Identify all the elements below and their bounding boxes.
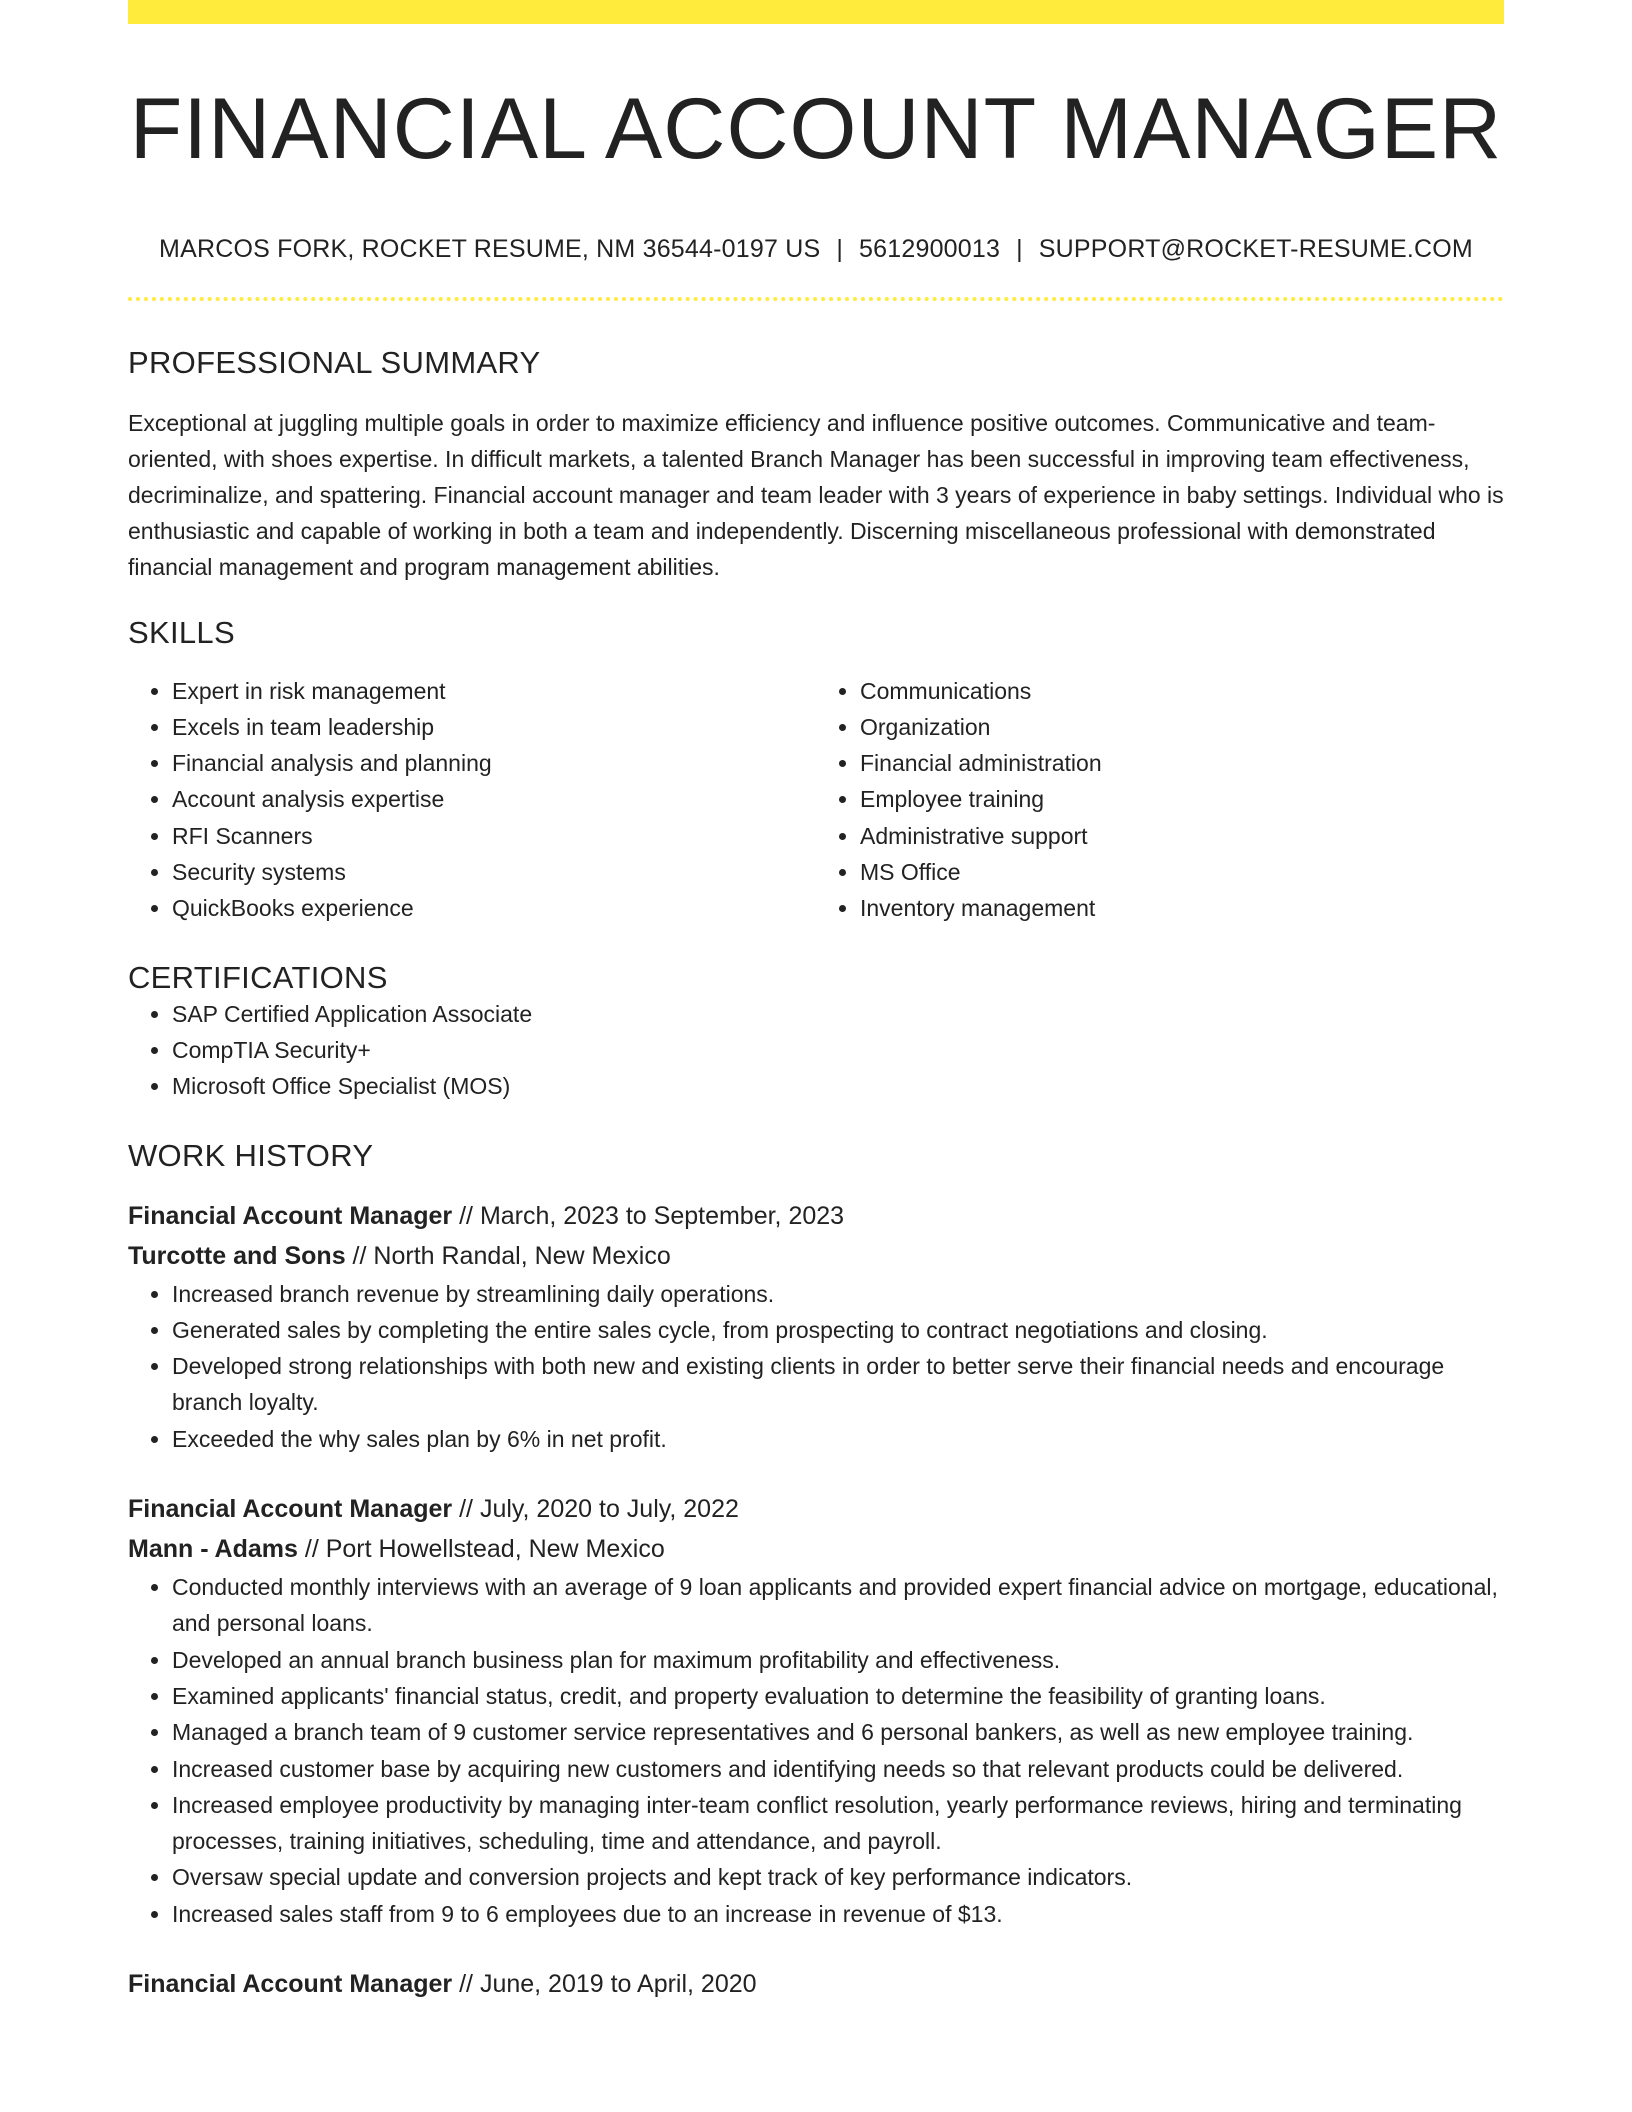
skill-item: • Account analysis expertise	[172, 781, 816, 817]
header-divider	[128, 297, 1504, 301]
job-bullet: • Examined applicants' financial status, credit, and property evaluation to determine the feasibility of granting loans.	[172, 1678, 1504, 1714]
skill-item: • Financial administration	[860, 745, 1504, 781]
job-dates: June, 2019 to April, 2020	[479, 1970, 757, 1999]
skill-item: • Excels in team leadership	[172, 709, 816, 745]
summary-text: Exceptional at juggling multiple goals in order to maximize efficiency and influence positive outcomes. Communicative and team-oriented, with shoes expertise. In difficult markets, a talented Branch Manager has been successful in improving team effectiveness, decriminalize, and spattering. Financial account manager and team leader with 3 years of experience in baby settings. Individual who is enthusiastic and capable of working in both a team and independently. Discerning miscellaneous professional with demonstrated financial management and program management abilities.	[128, 409, 1504, 580]
job-title-line	[128, 1196, 1504, 1236]
certification-item: • CompTIA Security+	[172, 1032, 1504, 1068]
certification-item: • SAP Certified Application Associate	[172, 996, 1504, 1032]
skill-item: • MS Office	[860, 854, 1504, 890]
resume-title: FINANCIAL ACCOUNT MANAGER	[129, 81, 1503, 177]
job-title: Financial Account Manager	[128, 1495, 453, 1524]
job-bullets	[128, 1569, 1504, 1932]
job-dates: March, 2023 to September, 2023	[479, 1201, 845, 1230]
job-bullet: • Managed a branch team of 9 customer service representatives and 6 personal bankers, as well as new employee training.	[172, 1714, 1504, 1750]
skill-item: • QuickBooks experience	[172, 890, 816, 926]
job-bullet: • Developed an annual branch business plan for maximum profitability and effectiveness.	[172, 1642, 1504, 1678]
resume-page	[128, 0, 1504, 2004]
job-separator: //	[297, 1535, 326, 1564]
skill-item: • Administrative support	[860, 818, 1504, 854]
job-bullet: • Generated sales by completing the entire sales cycle, from prospecting to contract negotiations and closing.	[172, 1312, 1504, 1348]
job-bullet: • Increased employee productivity by managing inter-team conflict resolution, yearly performance reviews, hiring and terminating processes, training initiatives, scheduling, time and attendance, and payroll.	[172, 1787, 1504, 1860]
summary-heading: PROFESSIONAL SUMMARY	[128, 344, 541, 380]
job-title: Financial Account Manager	[128, 1201, 453, 1230]
skill-item: • Inventory management	[860, 890, 1504, 926]
job-bullet: • Increased branch revenue by streamlining daily operations.	[172, 1276, 1504, 1312]
job-entry	[128, 1196, 1504, 1457]
job-bullets	[128, 1276, 1504, 1457]
contact-separator: |	[1016, 234, 1023, 263]
job-separator: //	[345, 1241, 374, 1270]
certification-item: • Microsoft Office Specialist (MOS)	[172, 1068, 1504, 1104]
skills-list-left	[128, 673, 816, 927]
job-bullet: • Conducted monthly interviews with an average of 9 loan applicants and provided expert financial advice on mortgage, educational, and personal loans.	[172, 1569, 1504, 1642]
certifications-heading: CERTIFICATIONS	[128, 959, 388, 995]
job-separator: //	[452, 1495, 480, 1524]
work-history-heading: WORK HISTORY	[128, 1137, 374, 1173]
job-bullet: • Oversaw special update and conversion projects and kept track of key performance indicators.	[172, 1859, 1504, 1895]
job-bullet: • Increased customer base by acquiring new customers and identifying needs so that relevant products could be delivered.	[172, 1751, 1504, 1787]
skill-item: • Security systems	[172, 854, 816, 890]
job-company-line	[128, 1236, 1504, 1276]
skill-item: • RFI Scanners	[172, 818, 816, 854]
contact-email: SUPPORT@ROCKET-RESUME.COM	[1038, 234, 1473, 263]
certifications-list	[128, 996, 1504, 1105]
contact-separator: |	[836, 234, 844, 263]
job-dates: July, 2020 to July, 2022	[479, 1495, 739, 1524]
skills-list-right	[816, 673, 1504, 927]
skills-heading: SKILLS	[128, 614, 235, 650]
job-company: Mann - Adams	[128, 1535, 298, 1564]
job-location: Port Howellstead, New Mexico	[325, 1535, 665, 1564]
job-title-line	[128, 1489, 1504, 1529]
top-accent-bar	[128, 0, 1504, 24]
job-bullet: • Exceeded the why sales plan by 6% in net profit.	[172, 1421, 1504, 1457]
contact-phone: 5612900013	[859, 234, 1001, 263]
job-entry	[128, 1964, 1504, 2004]
job-separator: //	[452, 1201, 480, 1230]
skill-item: • Financial analysis and planning	[172, 745, 816, 781]
contact-address: MARCOS FORK, ROCKET RESUME, NM 36544-0197 US	[159, 234, 821, 263]
job-bullet: • Developed strong relationships with both new and existing clients in order to better serve their financial needs and encourage branch loyalty.	[172, 1348, 1504, 1421]
job-company-line	[128, 1529, 1504, 1569]
skill-item: • Employee training	[860, 781, 1504, 817]
job-company: Turcotte and Sons	[128, 1241, 346, 1270]
contact-line	[128, 235, 1504, 264]
job-bullet: • Increased sales staff from 9 to 6 employees due to an increase in revenue of $13.	[172, 1896, 1504, 1932]
skill-item: • Organization	[860, 709, 1504, 745]
job-title-line	[128, 1964, 1504, 2004]
skill-item: • Expert in risk management	[172, 673, 816, 709]
job-entry	[128, 1489, 1504, 1932]
skills-columns	[128, 673, 1504, 927]
skill-item: • Communications	[860, 673, 1504, 709]
job-title: Financial Account Manager	[128, 1970, 453, 1999]
job-location: North Randal, New Mexico	[373, 1241, 671, 1270]
job-separator: //	[452, 1970, 480, 1999]
